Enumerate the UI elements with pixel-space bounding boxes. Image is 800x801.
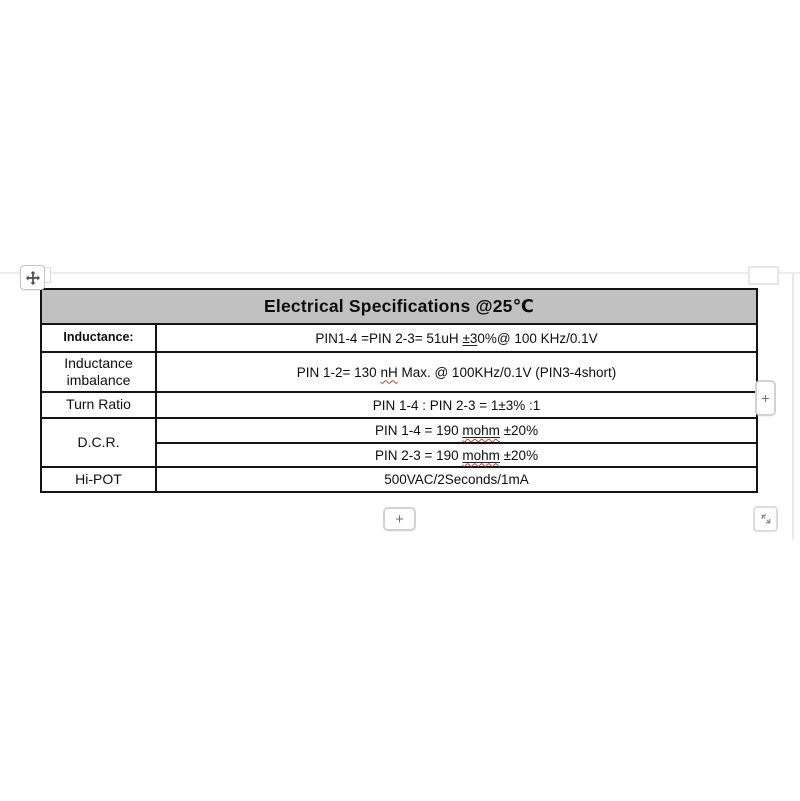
label-cell-dcr[interactable] — [41, 418, 156, 467]
table-resize-handle[interactable] — [753, 506, 778, 532]
value-text: ±20% — [499, 447, 539, 463]
value-text: PIN 1-4 : PIN 2-3 = 1±3% :1 — [372, 397, 541, 413]
row-label: Inductance imbalance — [64, 354, 133, 388]
row-label: Hi-POT — [75, 470, 122, 487]
insert-column-button[interactable] — [755, 380, 776, 416]
misspelled-word — [462, 423, 500, 438]
value-text: PIN 1-2= 130 — [296, 364, 381, 380]
value-cell-dcr-top[interactable] — [156, 418, 757, 443]
label-cell-turn-ratio[interactable] — [41, 392, 156, 418]
row-inductance-imbalance — [41, 352, 757, 392]
row-label: Turn Ratio — [66, 396, 131, 413]
value-cell-inductance[interactable] — [156, 324, 757, 352]
label-cell-inductance[interactable] — [41, 324, 156, 352]
label-cell-hipot[interactable] — [41, 467, 156, 492]
underlined-word: mohm — [462, 423, 500, 438]
misspelled-word — [462, 448, 500, 463]
value-text: ±20% — [499, 423, 539, 438]
plus-icon: + — [395, 510, 404, 528]
value-cell-hipot[interactable] — [156, 467, 757, 492]
plus-icon: + — [761, 390, 770, 406]
spec-table — [40, 288, 758, 493]
page-margin-marker — [748, 266, 779, 285]
page-edge-line — [792, 274, 794, 540]
value-text: PIN 2-3 = 190 — [374, 447, 463, 463]
value-text: PIN1-4 =PIN 2-3= 51uH — [315, 330, 463, 346]
value-cell-turn-ratio[interactable] — [156, 392, 757, 418]
value-text: Max. @ 100KHz/0.1V (PIN3-4short) — [397, 364, 617, 380]
table-title: Electrical Specifications @25℃ — [264, 296, 534, 316]
move-cross-icon — [26, 271, 40, 285]
value-text: 0%@ 100 KHz/0.1V — [477, 330, 598, 346]
row-label: Inductance: — [63, 330, 134, 345]
value-cell-imbalance[interactable] — [156, 352, 757, 392]
table-move-handle[interactable] — [20, 265, 45, 290]
table-title-cell[interactable] — [41, 289, 757, 324]
insert-row-button[interactable] — [383, 507, 416, 531]
row-dcr-top — [41, 418, 757, 443]
row-hipot — [41, 467, 757, 492]
row-label: D.C.R. — [77, 433, 120, 450]
label-cell-imbalance[interactable] — [41, 352, 156, 392]
row-turn-ratio — [41, 392, 757, 418]
row-inductance — [41, 324, 757, 352]
value-text-underlined: ±3 — [462, 330, 478, 346]
misspelled-word: nH — [380, 364, 398, 380]
value-text: 500VAC/2Seconds/1mA — [384, 472, 529, 487]
underlined-word: mohm — [462, 447, 500, 463]
text-boundary-line — [0, 272, 800, 274]
value-cell-dcr-bottom[interactable] — [156, 443, 757, 467]
resize-diagonal-icon — [759, 512, 773, 526]
value-text: PIN 1-4 = 190 — [374, 423, 463, 438]
